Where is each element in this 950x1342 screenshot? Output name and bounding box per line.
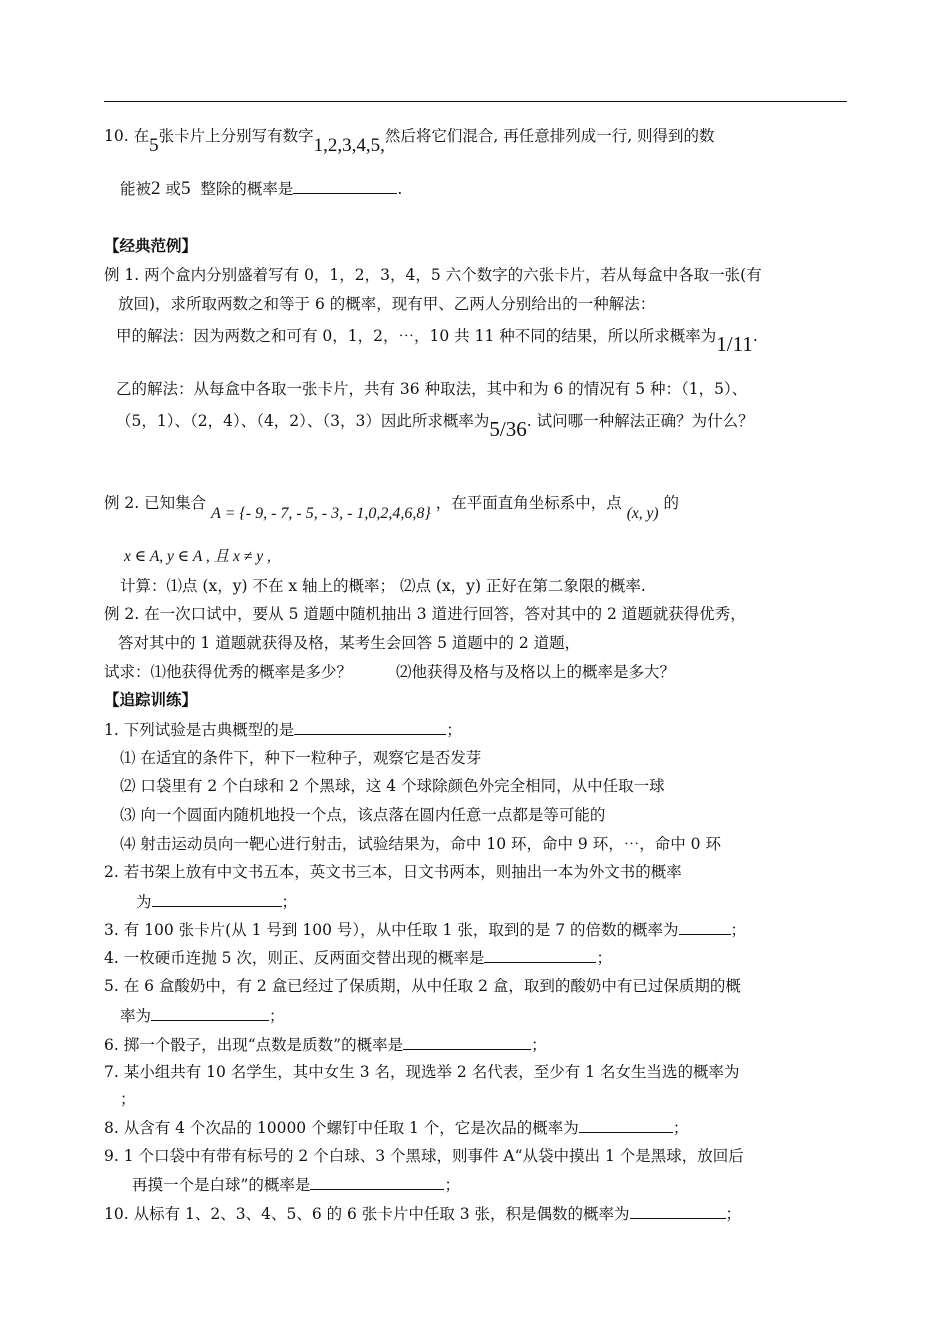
- practice-5-line2: [120, 1005, 285, 1026]
- practice-1-option-2: ⑵ 口袋里有 2 个白球和 2 个黑球，这 4 个球除颜色外完全相同，从中任取一球: [120, 777, 665, 795]
- practice-1-option-3: ⑶ 向一个圆面内随机地投一个点，该点落在圆内任意一点都是等可能的: [120, 806, 606, 824]
- practice-4-text: 4. 一枚硬币连抛 5 次，则正、反两面交替出现的概率是: [104, 949, 485, 967]
- ex1-l3-end: .: [752, 327, 758, 345]
- practice-2-end: ；: [281, 893, 298, 911]
- practice-5-line1: 5. 在 6 盒酸奶中，有 2 盒已经过了保质期，从中任取 2 盒，取到的酸奶中有已过保质期的概: [104, 977, 741, 995]
- practice-3-end: ；: [730, 921, 747, 939]
- ex1-line1: 例 1. 两个盒内分别盛着写有 0，1，2，3，4，5 六个数字的六张卡片，若从每盒中各取一张(有: [104, 266, 762, 284]
- q10-or: 或: [165, 180, 181, 198]
- ex1-fraction-1-11: 1/11: [716, 332, 753, 356]
- practice-8-text: 8. 从含有 4 个次品的 10000 个螺钉中任取 1 个，它是次品的概率为: [104, 1119, 579, 1137]
- practice-4-end: ；: [596, 949, 612, 967]
- practice-1: [104, 719, 462, 740]
- ex3-q2: ⑵他获得及格与及格以上的概率是多大？: [396, 663, 676, 681]
- q10-num5b: 5: [180, 178, 191, 199]
- ex3-q1: 试求：⑴他获得优秀的概率是多少？: [104, 663, 353, 681]
- q10-line2-a: 能被: [120, 180, 152, 198]
- practice-9-line1: 9. 1 个口袋中有带有标号的 2 个白球、3 个黑球，则事件 A“从袋中摸出 1 个是黑球，放回后: [104, 1147, 744, 1165]
- q10-prefix: 10. 在: [104, 127, 150, 145]
- practice-9-prefix: 再摸一个是白球”的概率是: [132, 1176, 311, 1194]
- practice-5-blank[interactable]: [151, 1005, 269, 1021]
- practice-9-end: ；: [444, 1176, 460, 1194]
- practice-2-line1: 2. 若书架上放有中文书五本，英文书三本，日文书两本，则抽出一本为外文书的概率: [104, 863, 682, 881]
- ex2-text-c: 的: [663, 494, 679, 512]
- q10-num5: 5: [149, 135, 159, 156]
- ex1-line5: [116, 409, 754, 441]
- ex2-set-expression: A = {- 9, - 7, - 5, - 3, - 1,0,2,4,6,8}: [211, 505, 431, 522]
- ex1-line4: 乙的解法：从每盒中各取一张卡片，共有 36 种取法，其中和为 6 的情况有 5 种：（1，5）、: [116, 380, 748, 398]
- practice-8-blank[interactable]: [579, 1117, 673, 1133]
- practice-10-end: ；: [725, 1205, 742, 1223]
- ex3-line3: [104, 662, 675, 682]
- q10-line2: [120, 178, 402, 199]
- ex1-fraction-5-36: 5/36: [489, 417, 527, 441]
- ex2-line3: 计算：⑴点 (x，y) 不在 x 轴上的概率； ⑵点 (x，y) 正好在第二象限的概率.: [120, 577, 646, 595]
- q10-answer-blank[interactable]: [293, 178, 397, 194]
- practice-5-end: ；: [269, 1007, 285, 1025]
- ex2-point: (x, y): [626, 505, 659, 522]
- practice-9-line2: [132, 1174, 460, 1195]
- ex3-line1: 例 2. 在一次口试中，要从 5 道题中随机抽出 3 道进行回答，答对其中的 2 道题就获得优秀，: [104, 605, 746, 623]
- practice-8-end: ；: [672, 1119, 689, 1137]
- ex1-yi-solution: （5，1）、（2，4）、（4，2）、（3，3）因此所求概率为: [116, 412, 490, 430]
- practice-9-blank[interactable]: [310, 1174, 444, 1190]
- practice-4-blank[interactable]: [484, 947, 596, 963]
- practice-6-blank[interactable]: [403, 1034, 531, 1050]
- practice-10: [104, 1203, 741, 1224]
- practice-1-blank[interactable]: [294, 719, 446, 735]
- practice-1-text: 1. 下列试验是古典概型的是: [104, 721, 295, 739]
- practice-1-end: ；: [446, 721, 462, 739]
- practice-4: [104, 947, 612, 968]
- ex1-line2: 放回)，求所取两数之和等于 6 的概率，现有甲、乙两人分别给出的一种解法：: [118, 295, 656, 313]
- practice-10-text: 10. 从标有 1、2、3、4、5、6 的 6 张卡片中任取 3 张，积是偶数的概率为: [104, 1205, 630, 1223]
- ex2-condition: x ∈ A, y ∈ A , 且 x ≠ y ,: [124, 548, 271, 565]
- practice-3-blank[interactable]: [679, 919, 731, 935]
- q10-digits: 1,2,3,4,5,: [313, 135, 385, 156]
- practice-1-option-1: ⑴ 在适宜的条件下，种下一粒种子，观察它是否发芽: [120, 749, 482, 767]
- practice-3-text: 3. 有 100 张卡片(从 1 号到 100 号），从中任取 1 张，取到的是 7 的倍数的概率为: [104, 921, 679, 939]
- practice-10-blank[interactable]: [630, 1203, 726, 1219]
- practice-6-end: ；: [531, 1036, 547, 1054]
- practice-1-option-4: ⑷ 射击运动员向一靶心进行射击，试验结果为，命中 10 环，命中 9 环，⋯，命中 0 环: [120, 835, 721, 853]
- practice-6-text: 6. 掷一个骰子，出现“点数是质数”的概率是: [104, 1036, 404, 1054]
- ex2-text-b: ，在平面直角坐标系中，点: [435, 494, 622, 512]
- q10-text-c: 然后将它们混合, 再任意排列成一行, 则得到的数: [384, 127, 715, 145]
- practice-3: [104, 919, 746, 940]
- practice-5-prefix: 率为: [120, 1007, 152, 1025]
- practice-7-line2: ；: [120, 1090, 136, 1108]
- section-practice: 【追踪训练】: [104, 690, 198, 709]
- q10-end: .: [397, 180, 403, 198]
- q10-line1: [104, 126, 715, 156]
- ex2-prefix: 例 2. 已知集合: [104, 494, 207, 512]
- practice-7-line1: 7. 某小组共有 10 名学生，其中女生 3 名，现选举 2 名代表，至少有 1 名女生当选的概率为: [104, 1063, 740, 1081]
- practice-2-blank[interactable]: [152, 891, 282, 907]
- section-classic-examples: 【经典范例】: [104, 236, 198, 255]
- ex1-question: . 试问哪一种解法正确？为什么？: [526, 412, 754, 430]
- practice-8: [104, 1117, 688, 1138]
- q10-line2-b: 整除的概率是: [200, 180, 294, 198]
- ex3-line2: 答对其中的 1 道题就获得及格，某考生会回答 5 道题中的 2 道题，: [118, 634, 581, 652]
- practice-6: [104, 1034, 547, 1055]
- ex2-line1: [104, 493, 679, 522]
- ex1-jia-solution: 甲的解法：因为两数之和可有 0，1，2，⋯，10 共 11 种不同的结果，所以所求概率为: [116, 327, 717, 345]
- practice-2-prefix: 为: [136, 893, 152, 911]
- q10-num2: 2: [151, 178, 161, 199]
- header-rule: [104, 101, 847, 102]
- ex1-line3: [116, 324, 758, 356]
- q10-text-b: 张卡片上分别写有数字: [158, 127, 314, 145]
- practice-2-line2: [136, 891, 297, 912]
